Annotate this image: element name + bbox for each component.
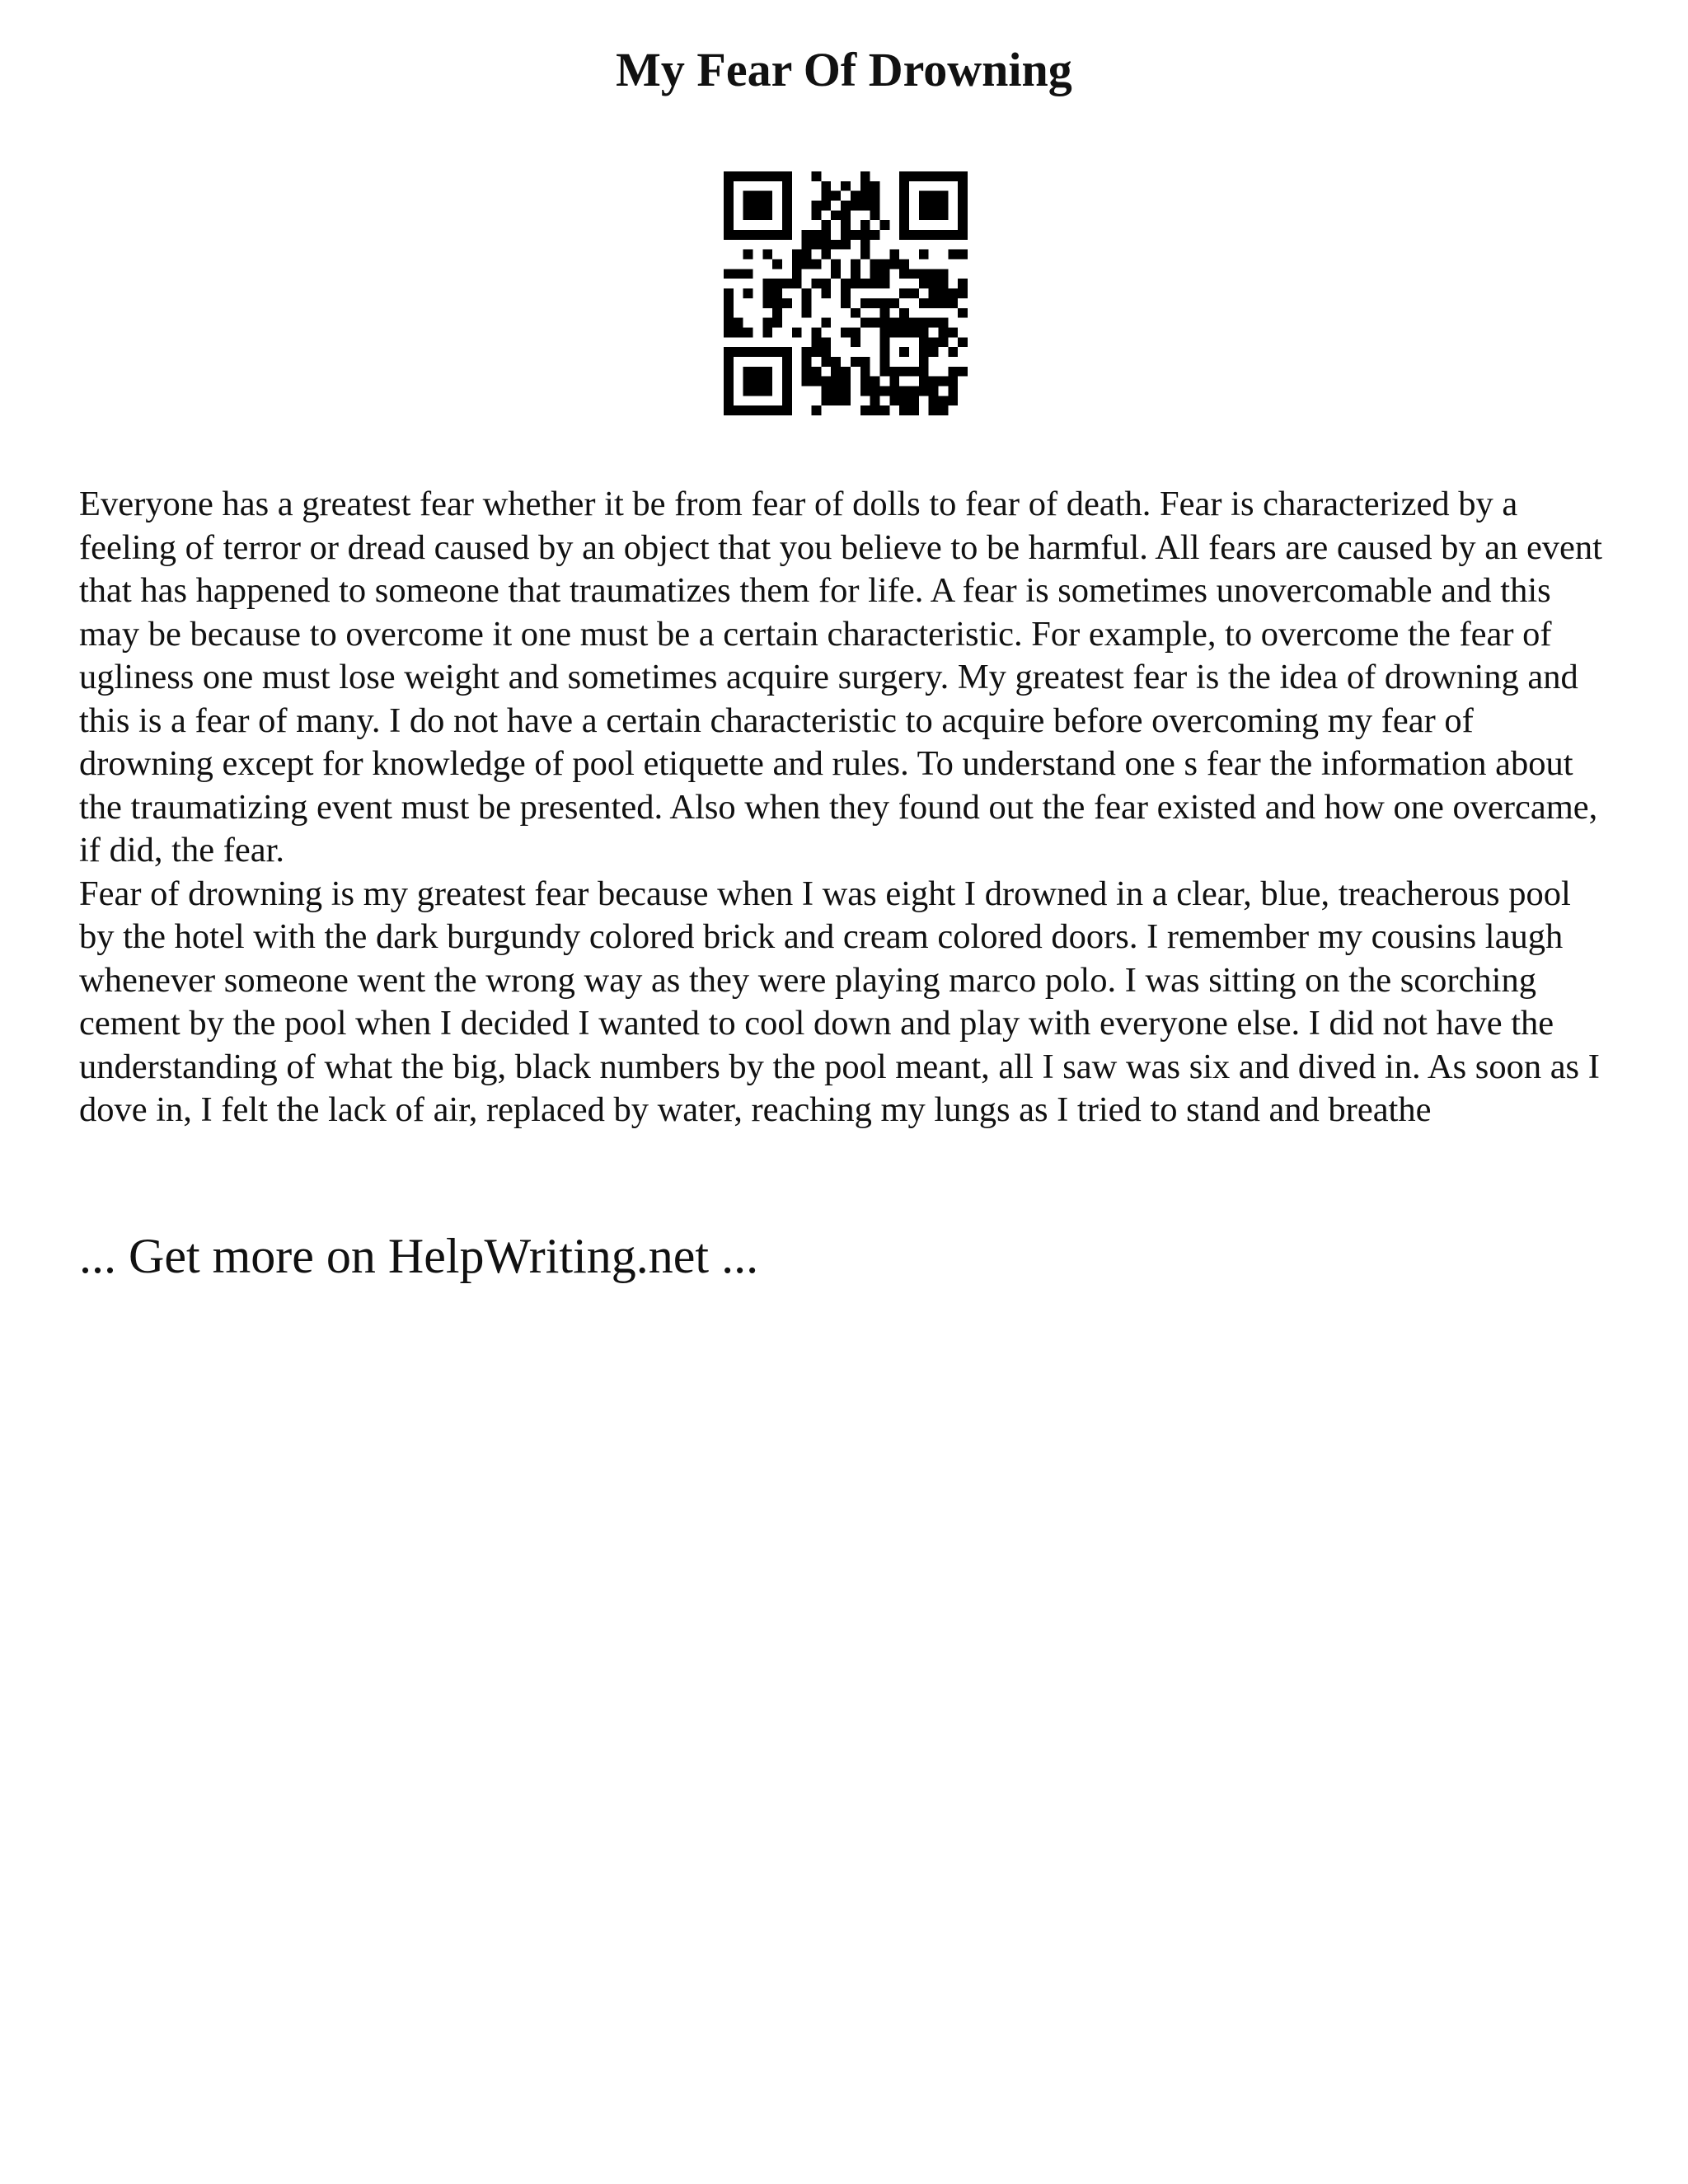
get-more-link[interactable]: ... Get more on HelpWriting.net ... bbox=[79, 1229, 759, 1283]
essay-paragraph-1: Everyone has a greatest fear whether it be from fear of dolls to fear of death. Fear is characterized by a feeling of terror or dread caused by an object that you believe to be harmful. All fears are caused by an event that has happened to someone that traumatizes them for life. A fear is sometimes unovercomable and this may be because to overcome it one must be a certain characteristic. For example, to overcome the fear of ugliness one must lose weight and sometimes acquire surgery. My greatest fear is the idea of drowning and this is a fear of many. I do not have a certain characteristic to acquire before overcoming my fear of drowning except for knowledge of pool etiquette and rules. To understand one s fear the information about the traumatizing event must be presented. Also when they found out the fear existed and how one overcame, if did, the fear. bbox=[79, 485, 1602, 869]
qr-code-icon bbox=[724, 171, 968, 415]
page-title: My Fear Of Drowning bbox=[616, 43, 1072, 96]
essay-paragraph-2: Fear of drowning is my greatest fear because when I was eight I drowned in a clear, blue, treacherous pool by the hotel with the dark burgundy colored brick and cream colored doors. I remember my cousins laugh whenever someone went the wrong way as they were playing marco polo. I was sitting on the scorching cement by the pool when I decided I wanted to cool down and play with everyone else. I did not have the understanding of what the big, black numbers by the pool meant, all I saw was six and dived in. As soon as I dove in, I felt the lack of air, replaced by water, reaching my lungs as I tried to stand and breathe bbox=[79, 874, 1600, 1129]
essay-body bbox=[79, 483, 1609, 1132]
qr-code bbox=[724, 171, 968, 415]
